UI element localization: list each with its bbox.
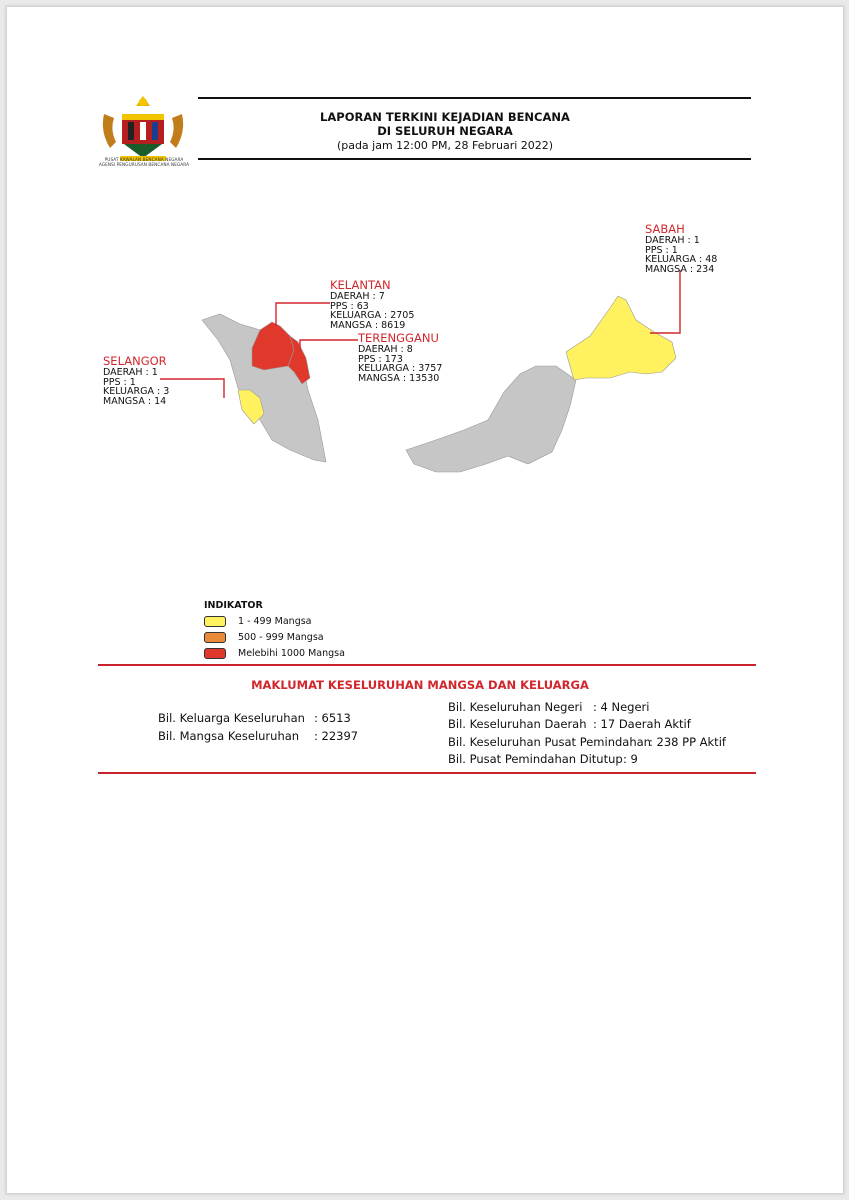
- summary-rule-bottom: [98, 772, 756, 774]
- summary-left-value: : 22397: [314, 729, 359, 743]
- summary-left-label: Bil. Mangsa Keseluruhan: [158, 729, 300, 743]
- report-subtitle: (pada jam 12:00 PM, 28 Februari 2022): [336, 139, 554, 152]
- header-rule-bottom: [198, 158, 751, 160]
- state-pps: PPS : 1: [645, 244, 678, 256]
- state-daerah: DAERAH : 1: [103, 367, 158, 378]
- summary-right-label: Bil. Pusat Pemindahan Ditutup: [448, 752, 623, 766]
- legend-swatch: [204, 616, 226, 627]
- summary-left-value: : 6513: [314, 711, 351, 725]
- state-name: SELANGOR: [103, 354, 167, 368]
- state-mangsa: MANGSA : 13530: [358, 372, 440, 384]
- legend-label: Melebihi 1000 Mangsa: [238, 648, 345, 659]
- logo-caption-line2: AGENSI PENGURUSAN BENCANA NEGARA: [98, 162, 190, 167]
- report-page: [6, 6, 844, 1194]
- summary-right-value: : 9: [623, 752, 638, 766]
- state-pps: PPS : 1: [103, 376, 136, 388]
- legend-swatch: [204, 648, 226, 659]
- legend-item: [204, 631, 324, 644]
- logo-caption-line1: PUSAT KAWALAN BENCANA NEGARA: [104, 157, 184, 162]
- state-pps: PPS : 173: [358, 353, 403, 365]
- state-label-selangor: [103, 355, 169, 406]
- state-daerah: DAERAH : 8: [358, 344, 413, 355]
- summary-rule-top: [98, 664, 756, 666]
- legend-label: 1 - 499 Mangsa: [238, 616, 312, 627]
- state-mangsa: MANGSA : 234: [645, 263, 715, 275]
- summary-title: MAKLUMAT KESELURUHAN MANGSA DAN KELUARGA: [251, 678, 589, 692]
- summary-right-label: Bil. Keseluruhan Negeri: [448, 700, 583, 714]
- state-label-terengganu: [358, 332, 442, 383]
- summary-right-label: Bil. Keseluruhan Daerah: [448, 717, 587, 731]
- report-title-line1: LAPORAN TERKINI KEJADIAN BENCANA: [320, 110, 570, 124]
- summary-right-label: Bil. Keseluruhan Pusat Pemindahan: [448, 735, 651, 749]
- state-name: KELANTAN: [330, 278, 391, 292]
- summary-right-value: : 17 Daerah Aktif: [593, 717, 691, 731]
- state-label-kelantan: [330, 279, 414, 330]
- state-keluarga: KELUARGA : 2705: [330, 310, 415, 322]
- summary-right-value: : 4 Negeri: [593, 700, 650, 714]
- legend-item: [204, 615, 312, 628]
- state-keluarga: KELUARGA : 48: [645, 254, 718, 266]
- state-sabah: [566, 296, 676, 380]
- state-mangsa: MANGSA : 14: [103, 395, 167, 407]
- state-daerah: DAERAH : 1: [645, 235, 700, 246]
- report-title-line2: DI SELURUH NEGARA: [377, 124, 513, 138]
- header-rule-top: [198, 97, 751, 99]
- summary-right-value: : 238 PP Aktif: [649, 735, 726, 749]
- state-keluarga: KELUARGA : 3757: [358, 363, 443, 375]
- legend-swatch: [204, 632, 226, 643]
- legend-title: INDIKATOR: [204, 600, 263, 611]
- legend-label: 500 - 999 Mangsa: [238, 632, 324, 643]
- summary-left-label: Bil. Keluarga Keseluruhan: [158, 711, 305, 725]
- state-daerah: DAERAH : 7: [330, 291, 385, 302]
- state-name: SABAH: [645, 222, 685, 236]
- state-label-sabah: [645, 223, 717, 274]
- state-name: TERENGGANU: [358, 331, 439, 345]
- legend-item: [204, 647, 345, 660]
- state-keluarga: KELUARGA : 3: [103, 386, 170, 398]
- state-mangsa: MANGSA : 8619: [330, 319, 406, 331]
- state-pps: PPS : 63: [330, 300, 369, 312]
